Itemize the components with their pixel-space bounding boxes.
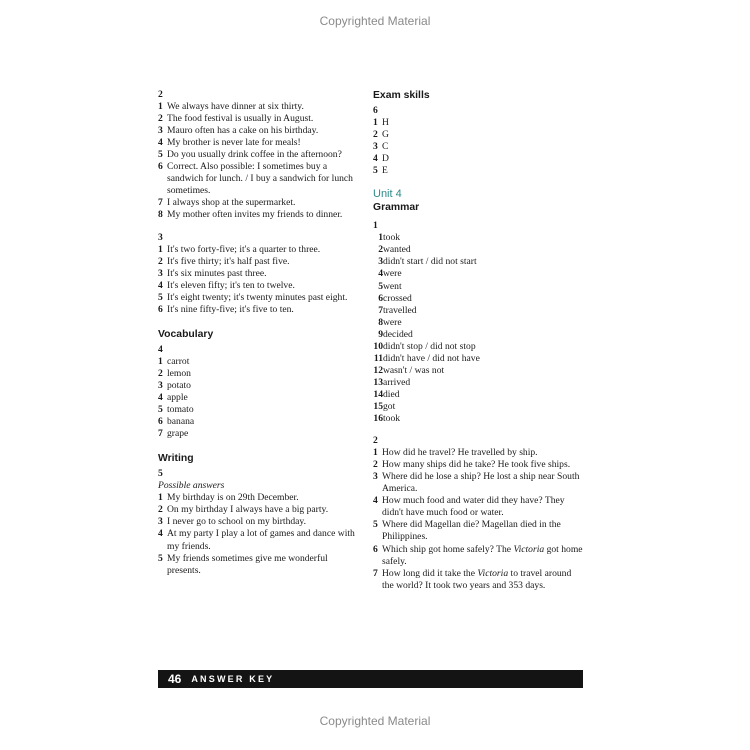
page-number: 46	[168, 672, 182, 686]
answer-item	[373, 268, 583, 280]
answer-item-text: grape	[167, 428, 189, 440]
answer-item-text: We always have dinner at six thirty.	[167, 101, 304, 113]
answer-item-text: G	[382, 129, 389, 141]
answer-item-number: 2	[373, 459, 378, 471]
answer-item-text: took	[383, 232, 401, 244]
answer-item-number: 3	[158, 125, 163, 137]
answer-item-number: 5	[373, 519, 378, 531]
answer-item-text: Where did he lose a ship? He lost a ship near South America.	[382, 471, 580, 495]
answer-item-text: I always shop at the supermarket.	[167, 197, 296, 209]
answer-item	[373, 568, 583, 592]
answer-item	[158, 197, 360, 209]
answer-item-number: 5	[158, 404, 163, 416]
answer-item-text: potato	[167, 379, 191, 391]
answer-item-text: didn't have / did not have	[383, 352, 480, 364]
answer-item-text: Mauro often has a cake on his birthday.	[167, 125, 319, 137]
answer-item-text: I never go to school on my birthday.	[167, 516, 306, 528]
answer-item	[158, 553, 360, 577]
answer-item-text: How many ships did he take? He took five ships.	[382, 459, 571, 471]
answer-item-text: decided	[383, 328, 413, 340]
answer-item-text: H	[382, 117, 389, 129]
answer-item-number: 11	[373, 352, 383, 364]
answer-item	[158, 504, 360, 516]
answer-item-number: 5	[158, 291, 163, 303]
answer-item-number: 6	[158, 303, 163, 315]
answer-list	[158, 101, 360, 221]
answer-item	[158, 392, 360, 404]
answer-item	[373, 153, 583, 165]
answer-item-number: 1	[158, 355, 163, 367]
answer-item	[158, 137, 360, 149]
answer-item-text: At my party I play a lot of games and dance with my friends.	[167, 528, 355, 552]
answer-item-text: arrived	[383, 376, 411, 388]
answer-item	[158, 113, 360, 125]
answer-item	[158, 125, 360, 137]
answer-item	[158, 516, 360, 528]
answer-item-number: 1	[158, 492, 163, 504]
answer-item	[373, 353, 583, 365]
answer-item-text: My birthday is on 29th December.	[167, 492, 299, 504]
answer-item	[158, 304, 360, 316]
answer-item-number: 9	[378, 328, 383, 340]
footer-bar	[158, 670, 583, 688]
answer-item-number: 5	[158, 149, 163, 161]
answer-item-number: 5	[373, 165, 378, 177]
answer-item-text	[382, 568, 583, 592]
answer-item-text: took	[383, 413, 401, 425]
answer-item-text: It's eight twenty; it's twenty minutes past eight.	[167, 291, 348, 303]
answer-item-number: 2	[158, 367, 163, 379]
answer-item-number: 5	[378, 280, 383, 292]
answer-list	[158, 356, 360, 440]
answer-item-text: travelled	[383, 304, 417, 316]
answer-item-text: died	[383, 388, 400, 400]
answer-item-text: It's five thirty; it's half past five.	[167, 255, 290, 267]
answer-item-number: 14	[373, 388, 383, 400]
answer-item-number: 3	[158, 267, 163, 279]
answer-item	[373, 495, 583, 519]
answer-item-text: On my birthday I always have a big party.	[167, 504, 329, 516]
answer-list	[373, 447, 583, 592]
left-column	[158, 89, 360, 577]
answer-item-text: wanted	[383, 244, 411, 256]
answer-item-text: D	[382, 153, 389, 165]
answer-item-number: 4	[158, 392, 163, 404]
answer-item-number: 2	[373, 129, 378, 141]
answer-item-number: 4	[378, 268, 383, 280]
answer-item	[373, 447, 583, 459]
answer-item-number: 8	[158, 209, 163, 221]
answer-item	[158, 244, 360, 256]
answer-item-number: 3	[158, 516, 163, 528]
answer-item-text: It's six minutes past three.	[167, 267, 267, 279]
answer-text-part: got home safely.	[382, 543, 583, 567]
answer-item-number: 2	[158, 113, 163, 125]
answer-item	[373, 293, 583, 305]
answer-item	[373, 165, 583, 177]
answer-item-text: It's two forty-five; it's a quarter to three.	[167, 243, 321, 255]
answer-list	[373, 117, 583, 177]
copyright-watermark-top: Copyrighted Material	[319, 14, 431, 28]
answer-item	[373, 401, 583, 413]
answer-item-number: 10	[373, 340, 383, 352]
answer-item	[158, 368, 360, 380]
answer-item-text: didn't start / did not start	[383, 256, 477, 268]
answer-item-text: My mother often invites my friends to dinner.	[167, 209, 343, 221]
answer-item-number: 7	[378, 304, 383, 316]
answer-item-text: were	[383, 268, 402, 280]
answer-item-number: 5	[158, 552, 163, 564]
answer-item-text: It's eleven fifty; it's ten to twelve.	[167, 279, 295, 291]
answer-item-text	[382, 544, 583, 568]
answer-item	[373, 232, 583, 244]
answer-item-text: crossed	[383, 292, 412, 304]
answer-item-text: My brother is never late for meals!	[167, 137, 301, 149]
ship-name: Victoria	[477, 567, 509, 579]
answer-item-number: 13	[373, 376, 383, 388]
answer-item	[158, 161, 360, 197]
answer-item-number: 3	[158, 379, 163, 391]
exercise-number: 4	[158, 343, 163, 355]
answer-item-number: 3	[373, 141, 378, 153]
answer-item	[158, 149, 360, 161]
answer-item-number: 16	[373, 413, 383, 425]
section-heading-exam-skills: Exam skills	[373, 90, 430, 101]
answer-item	[373, 365, 583, 377]
answer-list	[158, 492, 360, 576]
answer-item	[373, 129, 583, 141]
answer-item-number: 4	[158, 528, 163, 540]
answer-list	[373, 232, 583, 425]
answer-item-text: E	[382, 165, 388, 177]
footer-label: ANSWER KEY	[191, 674, 275, 684]
answer-item-number: 8	[378, 316, 383, 328]
answer-item	[373, 459, 583, 471]
answer-item-number: 1	[373, 447, 378, 459]
answer-item-text: Correct. Also possible: I sometimes buy a sandwich for lunch. / I buy a sandwich for lunch sometimes.	[167, 161, 353, 197]
answer-item-number: 15	[373, 400, 383, 412]
answer-item	[158, 416, 360, 428]
answer-item-text: The food festival is usually in August.	[167, 113, 314, 125]
exercise-number: 1	[373, 220, 378, 232]
answer-item	[158, 428, 360, 440]
section-heading-vocabulary: Vocabulary	[158, 328, 214, 340]
answer-item	[158, 268, 360, 280]
answer-item-text: went	[383, 280, 402, 292]
answer-item	[158, 404, 360, 416]
exercise-number: 3	[158, 231, 163, 243]
answer-item-number: 4	[373, 153, 378, 165]
answer-item-number: 1	[158, 101, 163, 113]
answer-item	[373, 141, 583, 153]
section-heading-writing: Writing	[158, 453, 194, 465]
answer-item-text: How much food and water did they have? They didn't have much food or water.	[382, 495, 565, 519]
answer-item-number: 7	[158, 197, 163, 209]
answer-item	[373, 317, 583, 329]
answer-item	[373, 519, 583, 543]
answer-item-number: 1	[158, 243, 163, 255]
exercise-number: 6	[373, 105, 378, 116]
answer-item-text: didn't stop / did not stop	[383, 340, 476, 352]
answer-item	[373, 305, 583, 317]
answer-item	[158, 528, 360, 552]
answer-item-number: 2	[378, 244, 383, 256]
answer-item-text: Where did Magellan die? Magellan died in the Philippines.	[382, 519, 561, 543]
answer-item-text: got	[383, 400, 396, 412]
answer-item	[158, 356, 360, 368]
answer-text-part: to travel around the world? It took two years and 353 days.	[382, 567, 572, 591]
answer-item-text: apple	[167, 392, 188, 404]
answer-item-text: carrot	[167, 355, 190, 367]
answer-item-text: banana	[167, 416, 195, 428]
answer-text-part: How long did it take the	[382, 567, 478, 579]
answer-item	[373, 341, 583, 353]
exercise-number: 2	[373, 435, 378, 447]
answer-item-text: lemon	[167, 367, 191, 379]
answer-item-number: 4	[158, 137, 163, 149]
answer-item-number: 1	[373, 117, 378, 129]
answer-item	[373, 471, 583, 495]
right-column	[373, 89, 583, 592]
possible-answers-note: Possible answers	[158, 480, 225, 492]
section-heading-grammar: Grammar	[373, 202, 420, 214]
answer-item	[373, 413, 583, 425]
answer-item-number: 2	[158, 504, 163, 516]
answer-item-number: 1	[378, 232, 383, 244]
answer-item	[373, 377, 583, 389]
answer-item-number: 12	[373, 364, 383, 376]
answer-item-text: How did he travel? He travelled by ship.	[382, 447, 538, 459]
answer-item-text: tomato	[167, 404, 194, 416]
answer-item-number: 3	[378, 256, 383, 268]
answer-item-number: 3	[373, 471, 378, 483]
answer-item-number: 7	[373, 567, 378, 579]
answer-item-number: 7	[158, 428, 163, 440]
answer-item	[158, 280, 360, 292]
copyright-watermark-bottom: Copyrighted Material	[319, 714, 431, 728]
answer-item-text: Do you usually drink coffee in the afternoon?	[167, 149, 342, 161]
answer-item	[158, 380, 360, 392]
answer-item-number: 6	[378, 292, 383, 304]
answer-item	[373, 117, 583, 129]
answer-item	[158, 256, 360, 268]
ship-name: Victoria	[513, 543, 545, 555]
answer-item-number: 6	[158, 416, 163, 428]
answer-item	[373, 244, 583, 256]
answer-item-text: were	[383, 316, 402, 328]
answer-item-number: 6	[373, 543, 378, 555]
answer-item	[158, 209, 360, 221]
answer-item	[158, 292, 360, 304]
answer-item-text: My friends sometimes give me wonderful presents.	[167, 552, 328, 576]
answer-item-number: 4	[158, 279, 163, 291]
exercise-number: 2	[158, 89, 163, 100]
answer-item	[158, 492, 360, 504]
answer-item-number: 6	[158, 161, 163, 173]
answer-item	[373, 256, 583, 268]
answer-item-number: 2	[158, 255, 163, 267]
exercise-number: 5	[158, 468, 163, 480]
answer-item	[373, 389, 583, 401]
answer-item	[158, 101, 360, 113]
answer-list	[158, 244, 360, 316]
answer-item	[373, 544, 583, 568]
answer-item-number: 4	[373, 495, 378, 507]
answer-item-text: It's nine fifty-five; it's five to ten.	[167, 303, 294, 315]
answer-item-text: wasn't / was not	[383, 364, 445, 376]
unit-title: Unit 4	[373, 188, 402, 201]
answer-item-text: C	[382, 141, 389, 153]
answer-item	[373, 329, 583, 341]
answer-item	[373, 281, 583, 293]
answer-text-part: Which ship got home safely? The	[382, 543, 514, 555]
